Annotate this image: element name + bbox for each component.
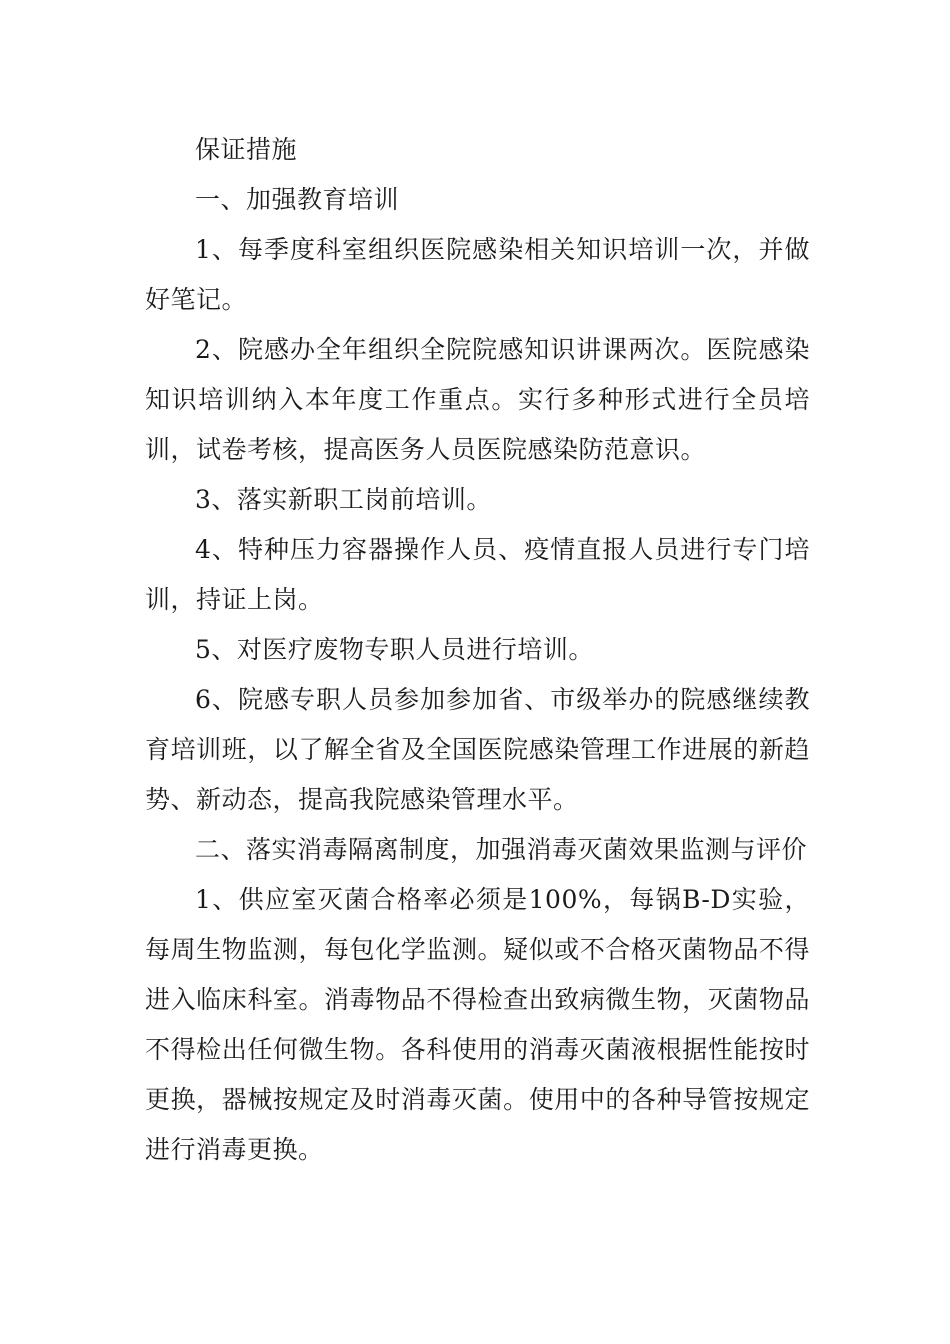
section-heading-disinfection: 二、落实消毒隔离制度，加强消毒灭菌效果监测与评价 (195, 835, 808, 864)
paragraph-training-2: 2、院感办全年组织全院院感知识讲课两次。医院感染知识培训纳入本年度工作重点。实行多种形式进行全员培训，试卷考核，提高医务人员医院感染防范意识。 (145, 335, 810, 464)
paragraph-training-6: 6、院感专职人员参加参加省、市级举办的院感继续教育培训班，以了解全省及全国医院感染管理工作进展的新趋势、新动态，提高我院感染管理水平。 (145, 685, 810, 814)
paragraph-training-3: 3、落实新职工岗前培训。 (195, 485, 492, 514)
paragraph-training-5: 5、对医疗废物专职人员进行培训。 (195, 635, 594, 664)
paragraph-training-4: 4、特种压力容器操作人员、疫情直报人员进行专门培训，持证上岗。 (145, 535, 810, 614)
document-page (145, 125, 810, 1175)
section-heading-training: 一、加强教育培训 (195, 185, 400, 214)
section-heading-guarantee: 保证措施 (195, 135, 298, 164)
paragraph-disinfection-1: 1、供应室灭菌合格率必须是100%，每锅B-D实验，每周生物监测，每包化学监测。疑似或不合格灭菌物品不得进入临床科室。消毒物品不得检查出致病微生物，灭菌物品不得检出任何微生物。各科使用的消毒灭菌液根据性能按时更换，器械按规定及时消毒灭菌。使用中的各种导管按规定进行消毒更换。 (145, 885, 810, 1164)
paragraph-training-1: 1、每季度科室组织医院感染相关知识培训一次，并做好笔记。 (145, 235, 810, 314)
